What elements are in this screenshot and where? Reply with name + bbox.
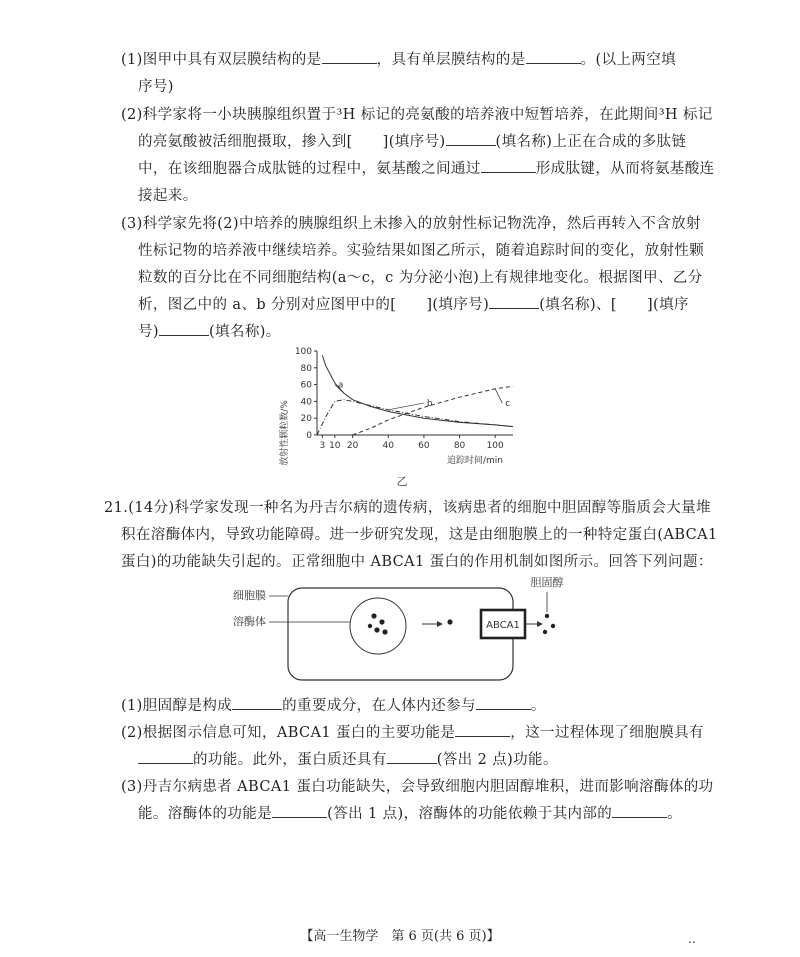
cholesterol-dot (551, 624, 555, 628)
cholesterol-dot (379, 619, 384, 624)
series-line-c (353, 386, 513, 435)
q20-part3-line2: 性标记物的培养液中继续培养。实验结果如图乙所示，随着追踪时间的变化，放射性颗 (138, 243, 705, 259)
arrow-head-icon (537, 621, 543, 627)
cholesterol-dot (374, 627, 379, 632)
chart-caption: 乙 (396, 475, 408, 488)
answer-blank (489, 296, 539, 309)
answer-blank (455, 724, 510, 737)
x-tick-label: 3 (319, 441, 326, 451)
q21-intro-line3: 蛋白)的功能缺失引起的。正常细胞中 ABCA1 蛋白的作用机制如图所示。回答下列问题： (121, 554, 713, 570)
cholesterol-dot (368, 624, 372, 628)
series-label-a: a (337, 380, 344, 391)
answer-blank (159, 323, 209, 336)
y-axis-label: 放射性颗粒数/% (280, 400, 290, 466)
series-lines (317, 355, 513, 435)
y-tick-label: 100 (294, 347, 312, 357)
q21-part3-line1: (3)丹吉尔病患者 ABCA1 蛋白功能缺失，会导致细胞内胆固醇堆积，进而影响溶酶体的功 (121, 779, 714, 795)
q20-part3-line4: 析，图乙中的 a、b 分别对应图甲中的[ ](填序号) (填名称)、[ ](填序 (138, 297, 689, 313)
page-footer: 【高一生物学 第 6 页(共 6 页)】 (300, 929, 500, 944)
y-tick-label: 0 (306, 431, 312, 441)
abca1-label: ABCA1 (486, 620, 520, 631)
q20-part2-line1: (2)科学家将一小块胰腺组织置于³H 标记的亮氨酸的培养液中短暂培养，在此期间³H 标记 (121, 107, 713, 123)
q20-part3-line5: 号) (填名称)。 (138, 324, 281, 340)
q20-part2-line2: 的亮氨酸被活细胞摄取，掺入到[ ](填序号) (填名称)上正在合成的多肽链 (138, 134, 687, 150)
answer-blank (387, 751, 437, 764)
cell-membrane-outline (288, 588, 513, 680)
q21-intro-line2: 积在溶酶体内，导致功能障碍。进一步研究发现，这是由细胞膜上的一种特定蛋白(ABCA1 (121, 527, 718, 543)
series-leader-c (495, 389, 502, 403)
q20-part1-line2: 序号) (138, 79, 174, 95)
y-ticks (295, 347, 317, 441)
q21-part1: (1)胆固醇是构成 的重要成分，在人体内还参与 。 (121, 698, 546, 714)
label-lysosome: 溶酶体 (233, 615, 266, 628)
q21-part3-line2: 能。溶酶体的功能是 (答出 1 点)，溶酶体的功能依赖于其内部的 。 (138, 806, 683, 822)
q21-intro-line1: 21.(14分)科学家发现一种名为丹吉尔病的遗传病，该病患者的细胞中胆固醇等脂质会大量堆 (104, 500, 711, 516)
cholesterol-dot (382, 629, 387, 634)
x-ticks (319, 435, 504, 451)
q20-part2-line3: 中，在该细胞器合成肽链的过程中，氨基酸之间通过 形成肽键，从而将氨基酸连 (138, 161, 715, 177)
q20-part3-line3: 粒数的百分比在不同细胞结构(a～c，c 为分泌小泡)上有规律地变化。根据图甲、乙分 (138, 270, 703, 286)
series-labels (335, 381, 510, 410)
answer-blank (232, 697, 282, 710)
answer-blank (612, 805, 667, 818)
x-tick-label: 80 (453, 441, 466, 451)
y-tick-label: 60 (300, 380, 312, 391)
answer-blank (322, 51, 377, 64)
answer-blank (476, 697, 531, 710)
label-cholesterol: 胆固醇 (530, 576, 564, 589)
q20-part3-line1: (3)科学家先将(2)中培养的胰腺组织上未掺入的放射性标记物洗净，然后再转入不含放射 (121, 216, 701, 232)
x-tick-label: 40 (382, 441, 394, 451)
series-label-c: c (505, 399, 511, 410)
x-tick-label: 60 (418, 441, 430, 451)
series-label-b: b (426, 399, 433, 410)
x-tick-label: 20 (346, 441, 359, 451)
y-tick-label: 80 (300, 363, 312, 374)
q21-part2-line2: 的功能。此外，蛋白质还具有 (答出 2 点)功能。 (138, 748, 558, 769)
answer-blank (138, 751, 193, 764)
x-tick-label: 10 (329, 441, 341, 451)
corner-mark: .. (688, 932, 696, 946)
cholesterol-dot (543, 630, 547, 634)
q21-part2-line1: (2)根据图示信息可知，ABCA1 蛋白的主要功能是 ，这一过程体现了细胞膜具有 (121, 725, 704, 741)
series-line-a (322, 355, 513, 426)
answer-blank (446, 133, 496, 146)
arrow-head-icon (437, 621, 443, 627)
label-cell-membrane: 细胞膜 (233, 589, 266, 602)
y-tick-label: 20 (300, 414, 312, 425)
x-tick-label: 100 (486, 441, 504, 451)
q20-part2-line4: 接起来。 (138, 188, 198, 204)
lysosome (350, 598, 406, 654)
y-tick-label: 40 (300, 397, 312, 408)
chart-yi (265, 343, 535, 493)
abca1-diagram (225, 572, 575, 688)
answer-blank (272, 805, 327, 818)
cholesterol-dot (447, 619, 452, 624)
cholesterol-dot (545, 614, 549, 618)
answer-blank (526, 51, 581, 64)
cholesterol-dot (371, 613, 376, 618)
answer-blank (481, 160, 536, 173)
x-axis-label: 追踪时间/min (446, 456, 504, 466)
q20-part1-line1: (1)图甲中具有双层膜结构的是 ，具有单层膜结构的是 。(以上两空填 (121, 52, 677, 68)
